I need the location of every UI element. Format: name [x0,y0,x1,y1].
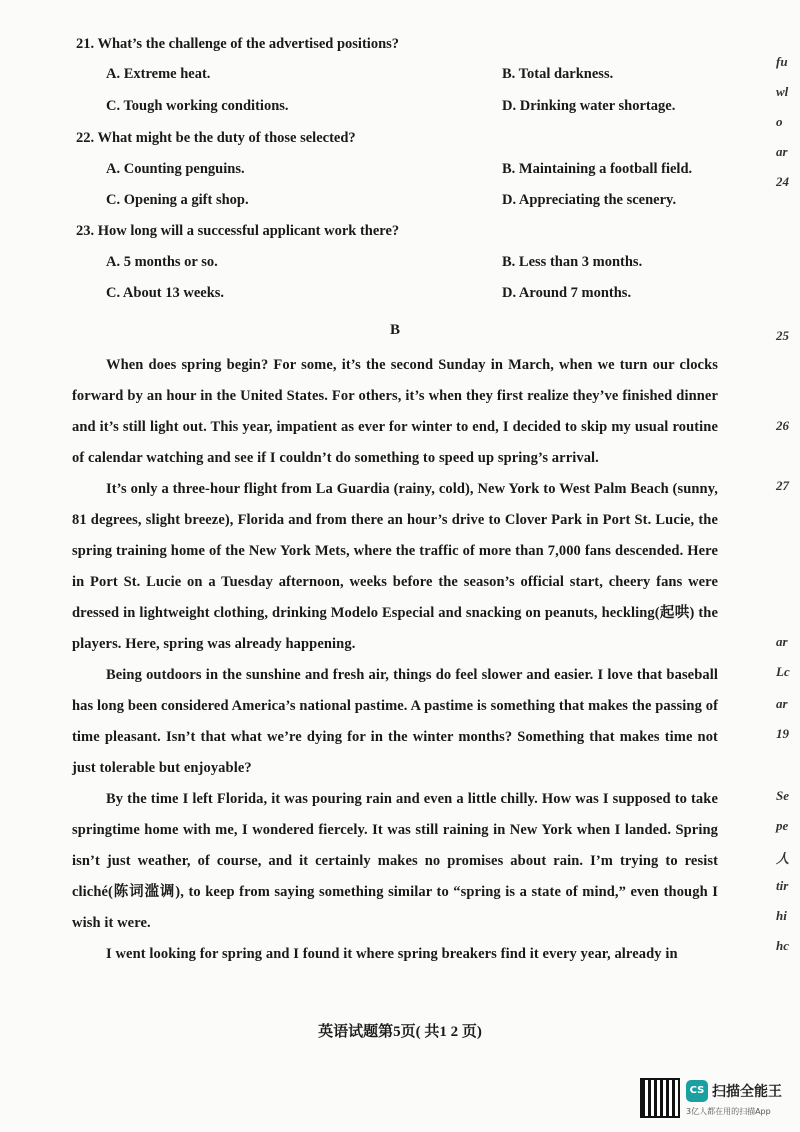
edge-fragment: ar [776,696,788,711]
edge-fragment: Se [776,788,789,803]
question-21-option-a: A. Extreme heat. [106,66,211,82]
qr-code-icon [640,1078,680,1118]
edge-fragment: o [776,114,783,129]
passage-paragraph: When does spring begin? For some, it’s the second Sunday in March, when we turn our clocks forward by an hour in the United States. For others, it’s when they first realize they’ve finished dinner and it’s still light out. This year, impatient as ever for winter to end, I decided to skip my usual routine of calendar watching and see if I couldn’t do something to speed up spring’s arrival. [72,357,718,466]
reading-passage [72,350,718,970]
passage-paragraph: Being outdoors in the sunshine and fresh air, things do feel slower and easier. I love that baseball has long been considered America’s national pastime. A pastime is something that makes the passing of time pleasant. Isn’t that what we’re dying for in the winter months? Something that makes time not just tolerable but enjoyable? [72,667,718,776]
question-22-option-a: A. Counting penguins. [106,161,245,177]
edge-fragment: 27 [776,478,789,493]
question-23-option-a: A. 5 months or so. [106,254,218,270]
question-23-option-b: B. Less than 3 months. [502,254,643,270]
edge-fragment: hc [776,938,789,953]
passage-paragraph: By the time I left Florida, it was pouring rain and even a little chilly. How was I supposed to take springtime home with me, I wondered fiercely. It was still raining in New York when I landed. Spring isn’t just weather, of course, and it certainly makes no promises about rain. I’m trying to resist cliché(陈词滥调), to keep from saying something similar to “spring is a state of mind,” even though I wish it were. [72,791,718,931]
question-22-option-c: C. Opening a gift shop. [106,192,249,208]
edge-fragment: wl [776,84,789,99]
question-23-option-c: C. About 13 weeks. [106,285,225,301]
edge-fragment: 25 [776,328,789,343]
edge-fragment: 26 [776,418,789,433]
question-21-option-d: D. Drinking water shortage. [502,98,676,114]
edge-fragment: 人 [776,851,790,866]
passage-paragraph: I went looking for spring and I found it where spring breakers find it every year, already in [106,946,678,962]
edge-fragment: fu [776,54,788,69]
edge-fragment: Lc [776,664,790,679]
edge-fragment: pe [776,818,789,833]
question-23-option-d: D. Around 7 months. [502,285,632,301]
camscanner-logo-icon: CS [686,1080,708,1102]
question-21-stem: 21. What’s the challenge of the advertised positions? [76,36,400,52]
edge-fragment: ar [776,634,788,649]
page-footer: 英语试题第5页( 共1 2 页) [318,1024,482,1040]
question-21-option-b: B. Total darkness. [502,66,614,82]
edge-fragment: hi [776,908,787,923]
passage-paragraph: It’s only a three-hour flight from La Guardia (rainy, cold), New York to West Palm Beach (sunny, 81 degrees, slight breeze), Florida and from there an hour’s drive to Clover Park in Port St. Lucie, the spring training home of the New York Mets, where the traffic of more than 7,000 fans descended. Here in Port St. Lucie on a Tuesday afternoon, weeks before the season’s official start, cheery fans were dressed in lightweight clothing, drinking Modelo Especial and snacking on peanuts, heckling(起哄) the players. Here, spring was already happening. [72,481,718,652]
scanner-tagline: 3亿人都在用的扫描App [686,1107,771,1116]
question-22-option-d: D. Appreciating the scenery. [502,192,677,208]
edge-fragment: tir [776,878,789,893]
question-23-stem: 23. How long will a successful applicant work there? [76,223,400,239]
scanner-app-name: 扫描全能王 [712,1084,782,1100]
question-22-stem: 22. What might be the duty of those selected? [76,130,356,146]
scanner-watermark [640,1078,800,1128]
question-21-option-c: C. Tough working conditions. [106,98,289,114]
edge-fragment: ar [776,144,788,159]
question-22-option-b: B. Maintaining a football field. [502,161,693,177]
edge-fragment: 24 [776,174,789,189]
section-heading: B [390,322,401,338]
edge-fragment: 19 [776,726,789,741]
